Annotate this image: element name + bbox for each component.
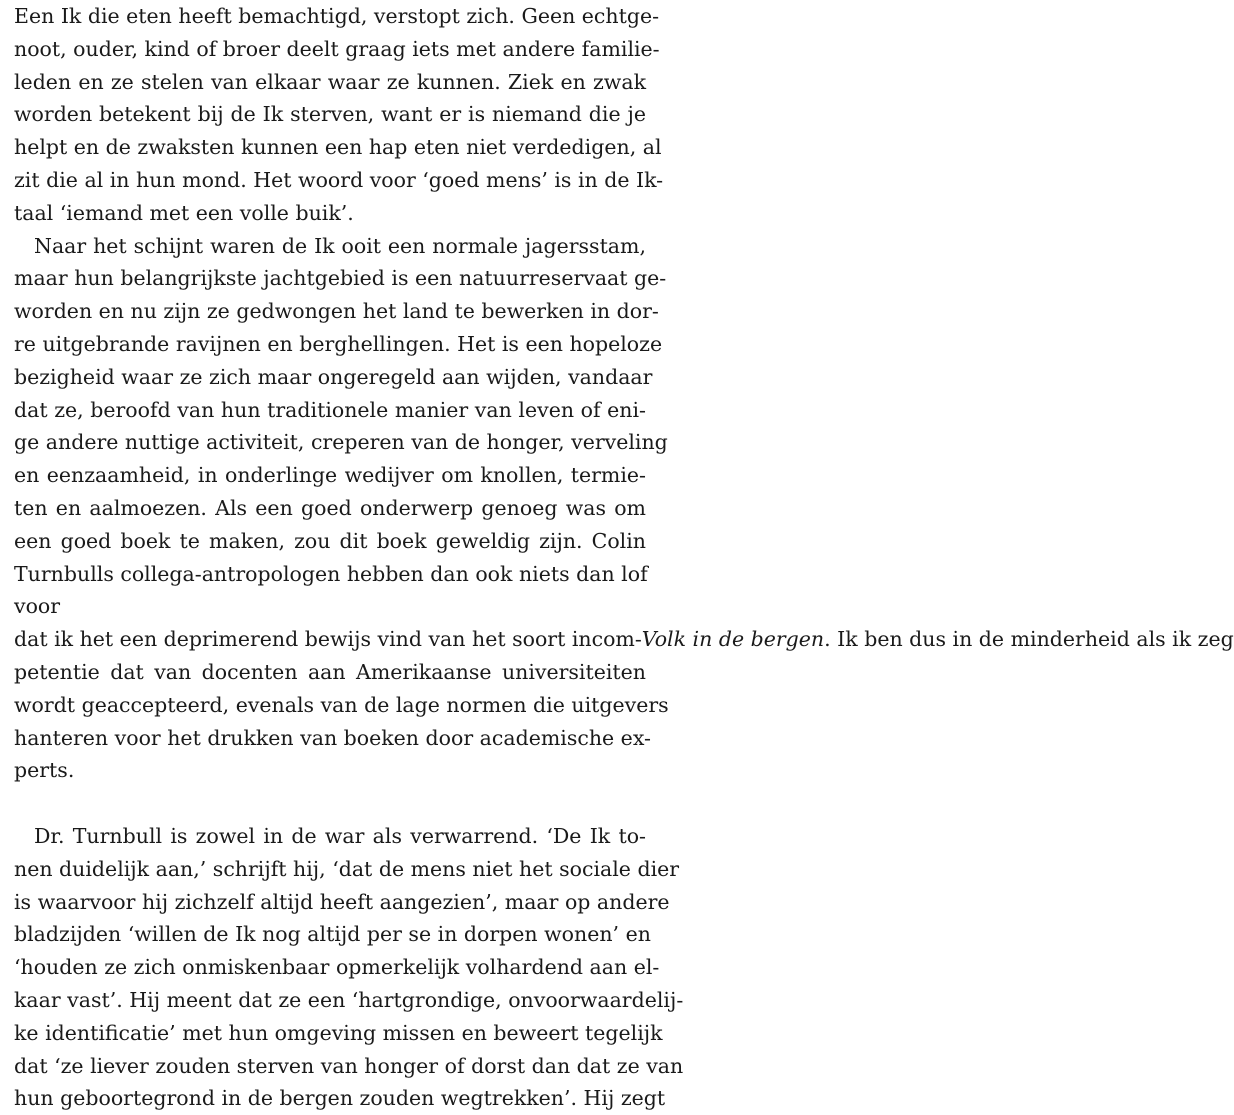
paragraph-3	[14, 820, 684, 1115]
text-line: Een Ik die eten heeft bemachtigd, verstopt zich. Geen echtge-	[14, 4, 660, 28]
text-line: noot, ouder, kind of broer deelt graag iets met andere familie-	[14, 36, 660, 61]
text-fragment: . Ik ben dus in de minderheid als ik zeg	[824, 627, 1234, 652]
text-line: kaar vast’. Hij meent dat ze een ‘hartgrondige, onvoorwaardelij-	[14, 987, 684, 1012]
text-line: wordt geaccepteerd, evenals van de lage normen die uitgevers	[14, 692, 669, 717]
text-line: is waarvoor hij zichzelf altijd heeft aangezien’, maar op andere	[14, 889, 670, 914]
text-line: hun geboortegrond in de bergen zouden wegtrekken’. Hij zegt	[14, 1086, 666, 1111]
text-line: een goed boek te maken, zou dit boek geweldig zijn. Colin	[14, 528, 646, 553]
text-line: perts.	[14, 758, 75, 783]
text-line: ke identificatie’ met hun omgeving missen en beweert tegelijk	[14, 1020, 663, 1045]
text-line: Dr. Turnbull is zowel in de war als verwarrend. ‘De Ik to-	[34, 823, 646, 848]
text-line: leden en ze stelen van elkaar waar ze kunnen. Ziek en zwak	[14, 69, 646, 94]
text-line: nen duidelijk aan,’ schrijft hij, ‘dat de mens niet het sociale dier	[14, 856, 680, 881]
text-line: taal ‘iemand met een volle buik’.	[14, 200, 354, 225]
text-line: re uitgebrande ravijnen en berghellingen. Het is een hopeloze	[14, 331, 663, 356]
text-line: worden betekent bij de Ik sterven, want er is niemand die je	[14, 102, 646, 127]
text-fragment: dat ik het een deprimerend bewijs vind van het soort incom-	[14, 627, 642, 652]
text-line: bezigheid waar ze zich maar ongeregeld aan wijden, vandaar	[14, 364, 653, 389]
text-line	[14, 787, 646, 820]
text-line: helpt en de zwaksten kunnen een hap eten niet verdedigen, al	[14, 135, 662, 160]
text-line: hanteren voor het drukken van boeken door academische ex-	[14, 725, 651, 750]
text-line: ge andere nuttige activiteit, creperen van de honger, verveling	[14, 430, 668, 455]
text-line: dat ‘ze liever zouden sterven van honger of dorst dan dat ze van	[14, 1053, 684, 1078]
text-line: bladzijden ‘willen de Ik nog altijd per se in dorpen wonen’ en	[14, 922, 651, 947]
text-line: petentie dat van docenten aan Amerikaanse universiteiten	[14, 659, 646, 684]
paragraph-2	[14, 230, 1234, 820]
text-line-with-title	[14, 623, 1234, 656]
text-line: voor	[14, 594, 61, 619]
text-line: ten en aalmoezen. Als een goed onderwerp genoeg was om	[14, 495, 646, 520]
text-line: en eenzaamheid, in onderlinge wedijver om knollen, termie-	[14, 463, 646, 488]
text-line: Naar het schijnt waren de Ik ooit een normale jagersstam,	[34, 233, 646, 258]
text-line: Turnbulls collega-antropologen hebben dan ook niets dan lof	[14, 561, 648, 586]
paragraph-1	[14, 0, 664, 230]
text-line: maar hun belangrijkste jachtgebied is een natuurreservaat ge-	[14, 266, 667, 291]
text-line: dat ze, beroofd van hun traditionele manier van leven of eni-	[14, 397, 646, 422]
book-title: Volk in de bergen	[641, 627, 825, 652]
text-line: worden en nu zijn ze gedwongen het land te bewerken in dor-	[14, 299, 659, 324]
text-line: zit die al in hun mond. Het woord voor ‘goed mens’ is in de Ik-	[14, 167, 664, 192]
text-line: ‘houden ze zich onmiskenbaar opmerkelijk volhardend aan el-	[14, 955, 660, 980]
